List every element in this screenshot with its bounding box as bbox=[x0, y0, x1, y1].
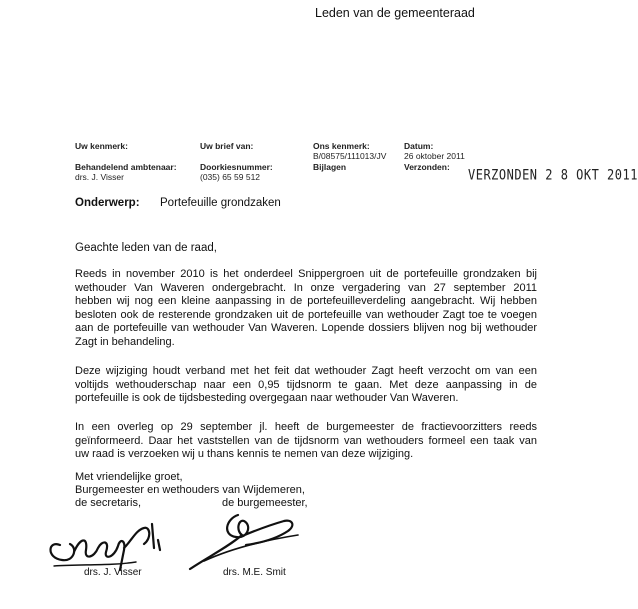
doorkiesnummer-value: (035) 65 59 512 bbox=[200, 172, 261, 182]
secretaris-name: drs. J. Visser bbox=[84, 567, 142, 578]
paragraph-line: Deze wijziging houdt verband met het feit dat wethouder Zagt heeft verzocht om van een bbox=[75, 365, 537, 377]
bijlagen-label: Bijlagen bbox=[313, 162, 347, 172]
behandelend-ambtenaar-value: drs. J. Visser bbox=[75, 172, 124, 182]
addressee: Leden van de gemeenteraad bbox=[315, 6, 475, 20]
ons-kenmerk-value: B/08575/111013/JV bbox=[313, 151, 387, 161]
salutation: Geachte leden van de raad, bbox=[75, 242, 217, 254]
secretaris-label: de secretaris, bbox=[75, 497, 142, 509]
paragraph-line: voltijds wethouderschap naar een 0,95 tijdsnorm te gaan. Met deze aanpassing in de bbox=[75, 378, 537, 391]
burgemeester-label: de burgemeester, bbox=[222, 497, 308, 509]
ons-kenmerk-label: Ons kenmerk: bbox=[313, 141, 370, 151]
paragraph-line: besloten ook de resterende grondzaken uit de portefeuille van wethouder Zagt toe te voegen bbox=[75, 308, 537, 321]
paragraph-line: Reeds in november 2010 is het onderdeel Snippergroen uit de portefeuille grondzaken bij bbox=[75, 268, 537, 280]
behandelend-ambtenaar-label: Behandelend ambtenaar: bbox=[75, 162, 177, 172]
paragraph bbox=[75, 421, 537, 462]
uw-kenmerk-label: Uw kenmerk: bbox=[75, 141, 128, 151]
subject-value: Portefeuille grondzaken bbox=[160, 197, 281, 209]
paragraph-line: portefeuille is ook de tijdsbesteding overgegaan naar wethouder Van Waveren. bbox=[75, 392, 459, 405]
paragraph-line: Zagt in behandeling. bbox=[75, 335, 175, 348]
closing-body: Burgemeester en wethouders van Wijdemeren, bbox=[75, 484, 305, 496]
uw-brief-label: Uw brief van: bbox=[200, 141, 254, 151]
paragraph-line: aan de portefeuille van wethouder Van Waveren. Lopende dossiers blijven nog bij wethouder bbox=[75, 322, 537, 335]
paragraph-line: In een overleg op 29 september jl. heeft de burgemeester de fractievoorzitters reeds bbox=[75, 421, 537, 433]
paragraph-line: wethouder Van Waveren ondergebracht. In onze vergadering van 27 september 2011 bbox=[75, 281, 537, 294]
paragraph-line: geïnformeerd. Daar het vaststellen van de tijdsnorm van wethouders formeel een taak van bbox=[75, 434, 537, 447]
verzonden-stamp: VERZONDEN 2 8 OKT 2011 bbox=[468, 167, 638, 184]
closing-greeting: Met vriendelijke groet, bbox=[75, 471, 183, 483]
doorkiesnummer-label: Doorkiesnummer: bbox=[200, 162, 273, 172]
paragraph bbox=[75, 365, 537, 406]
burgemeester-name: drs. M.E. Smit bbox=[223, 567, 286, 578]
paragraph-line: uw raad is verzoeken wij u thans kennis te nemen van deze wijziging. bbox=[75, 448, 414, 461]
datum-value: 26 oktober 2011 bbox=[404, 151, 465, 161]
subject-label: Onderwerp: bbox=[75, 197, 140, 209]
verzonden-label: Verzonden: bbox=[404, 162, 450, 172]
datum-label: Datum: bbox=[404, 141, 434, 151]
paragraph-line: hebben wij nog een kleine aanpassing in de portefeuilleverdeling aangebracht. Wij hebben bbox=[75, 295, 537, 308]
paragraph bbox=[75, 268, 537, 350]
secretaris-signature bbox=[40, 500, 190, 575]
